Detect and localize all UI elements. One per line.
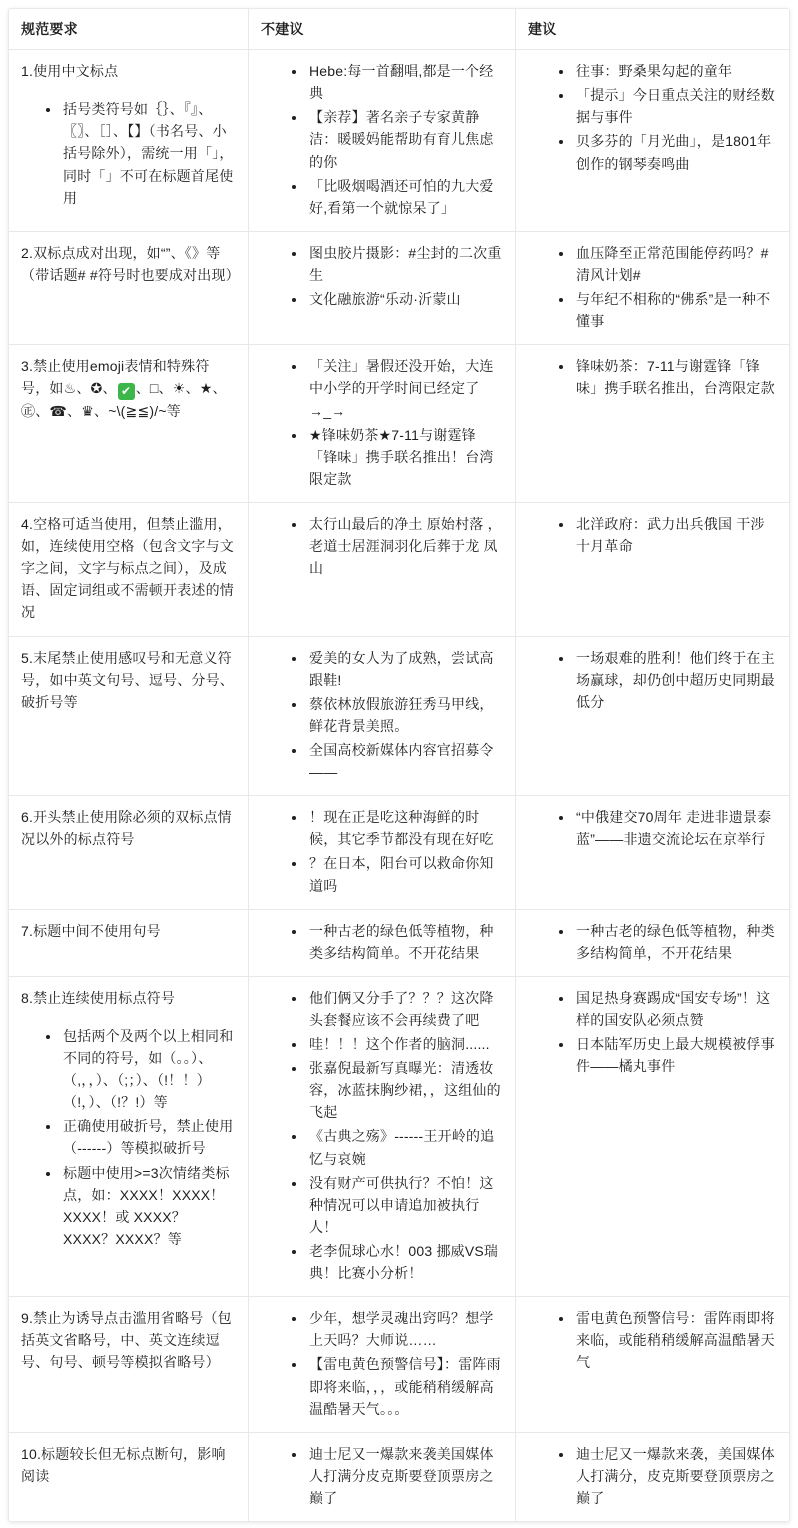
recommended-item: • “中俄建交70周年 走进非遗景泰蓝”——非遗交流论坛在京举行 (574, 806, 777, 850)
recommended-item: • 往事：野桑果勾起的童年 (574, 60, 777, 82)
recommended-item: • 一种古老的绿色低等植物，种类多结构简单，不开花结果 (574, 920, 777, 964)
recommended-item: • 锋味奶茶：7-11与谢霆锋「锋味」携手联名推出，台湾限定款 (574, 355, 777, 399)
not-recommended-cell (248, 977, 515, 1296)
table-row (9, 909, 789, 976)
not-recommended-cell (248, 503, 515, 636)
recommended-cell (515, 910, 789, 976)
requirement-cell (9, 796, 248, 908)
not-recommended-item: • ★锋味奶茶★7-11与谢霆锋「锋味」携手联名推出！台湾限定款 (307, 424, 503, 490)
requirement-text: 8.禁止连续使用标点符号 (21, 989, 176, 1006)
table-row (9, 795, 789, 908)
requirement-text: 1.使用中文标点 (21, 63, 119, 80)
not-recommended-item-list (261, 806, 503, 896)
recommended-item-list (528, 242, 777, 332)
not-recommended-item: • 《古典之殇》------王开岭的追忆与哀婉 (307, 1125, 503, 1169)
requirement-bullet: • 正确使用破折号，禁止使用（------）等模拟破折号 (61, 1115, 236, 1159)
not-recommended-cell (248, 637, 515, 796)
table-row (9, 231, 789, 344)
not-recommended-item: • 迪士尼又一爆款来袭美国媒体人打满分皮克斯要登顶票房之巅了 (307, 1443, 503, 1509)
recommended-cell (515, 50, 789, 231)
table-row (9, 49, 789, 231)
recommended-item-list (528, 355, 777, 399)
recommended-cell (515, 345, 789, 502)
requirement-cell (9, 1433, 248, 1521)
recommended-item-list (528, 513, 777, 557)
recommended-item-list (528, 647, 777, 713)
recommended-item: • 「提示」今日重点关注的财经数据与事件 (574, 84, 777, 128)
requirement-cell (9, 1297, 248, 1432)
not-recommended-item-list (261, 920, 503, 964)
table-row (9, 344, 789, 502)
requirement-text: 10.标题较长但无标点断句，影响阅读 (21, 1445, 226, 1484)
not-recommended-item: • 一种古老的绿色低等植物，种类多结构简单。不开花结果 (307, 920, 503, 964)
not-recommended-item: • ？在日本，阳台可以救命你知道吗 (307, 852, 503, 896)
requirement-cell (9, 503, 248, 636)
table-row (9, 1296, 789, 1432)
not-recommended-item-list (261, 1307, 503, 1420)
not-recommended-item-list (261, 1443, 503, 1509)
recommended-item-list (528, 1307, 777, 1373)
requirement-cell (9, 345, 248, 502)
table-row (9, 1432, 789, 1521)
not-recommended-item: • 【亲荐】著名亲子专家黄静洁：暖暖妈能帮助有育儿焦虑的你 (307, 106, 503, 172)
requirement-cell (9, 977, 248, 1296)
not-recommended-item: • 张嘉倪最新写真曝光：清透妆容，冰蓝抹胸纱裙，，这组仙的飞起 (307, 1057, 503, 1123)
requirement-cell (9, 637, 248, 796)
not-recommended-item: • 「比吸烟喝酒还可怕的九大爱好,看第一个就惊呆了」 (307, 175, 503, 219)
not-recommended-cell (248, 796, 515, 908)
recommended-cell (515, 232, 789, 344)
requirement-text: 2.双标点成对出现，如“”、《》等（带话题# #符号时也要成对出现） (21, 244, 240, 283)
requirement-bullet-list (21, 98, 236, 209)
not-recommended-item-list (261, 513, 503, 579)
table-body (9, 49, 789, 1521)
recommended-cell (515, 796, 789, 908)
requirement-bullet: • 括号类符号如｛｝、『』、〖〗、［］、【】（书名号、小括号除外），需统一用「」，同时「」不可在标题首尾使用 (61, 98, 236, 209)
not-recommended-item: • 哇！！！这个作者的脑洞...... (307, 1033, 503, 1055)
not-recommended-item: • 老李侃球心水！003 挪威VS瑞典！比赛小分析！ (307, 1240, 503, 1284)
table-row (9, 502, 789, 636)
table-header-row (9, 9, 789, 49)
not-recommended-item: • Hebe:每一首翻唱,都是一个经典 (307, 60, 503, 104)
not-recommended-item-list (261, 60, 503, 219)
requirement-text: 3.禁止使用emoji表情和特殊符号，如♨、✪、 ✔ 、□、☀、★、㊣、☎、♛、~\(≧≦)/~等 (21, 358, 227, 419)
recommended-item-list (528, 1443, 777, 1509)
recommended-item: • 雷电黄色预警信号：雷阵雨即将来临，或能稍稍缓解高温酷暑天气 (574, 1307, 777, 1373)
recommended-cell (515, 637, 789, 796)
recommended-item-list (528, 60, 777, 175)
table-row (9, 636, 789, 796)
recommended-item: • 日本陆军历史上最大规模被俘事件——橘丸事件 (574, 1033, 777, 1077)
not-recommended-item: • 爱美的女人为了成熟，尝试高跟鞋! (307, 647, 503, 691)
not-recommended-item: • 太行山最后的净土 原始村落 ，老道士居涯洞羽化后葬于龙 凤山 (307, 513, 503, 579)
recommended-item-list (528, 987, 777, 1077)
table-row (9, 976, 789, 1296)
recommended-item: • 北洋政府：武力出兵俄国 干涉十月革命 (574, 513, 777, 557)
requirement-text: 7.标题中间不使用句号 (21, 922, 161, 939)
not-recommended-item: • 文化融旅游“乐动·沂蒙山 (307, 288, 503, 310)
not-recommended-item-list (261, 242, 503, 310)
not-recommended-item: • 他们俩又分手了？？？这次降头套餐应该不会再续费了吧 (307, 987, 503, 1031)
requirement-text: 5.末尾禁止使用感叹号和无意义符号，如中英文句号、逗号、分号、破折号等 (21, 649, 234, 710)
not-recommended-cell (248, 1433, 515, 1521)
header-recommended: 建议 (515, 9, 789, 49)
recommended-item: • 与年纪不相称的“佛系”是一种不懂事 (574, 288, 777, 332)
recommended-item-list (528, 806, 777, 850)
header-requirement: 规范要求 (21, 21, 78, 37)
not-recommended-item: • 全国高校新媒体内容官招募令—— (307, 739, 503, 783)
recommended-item: • 一场艰难的胜利！他们终于在主场赢球，却仍创中超历史同期最低分 (574, 647, 777, 713)
not-recommended-cell (248, 232, 515, 344)
recommended-item-list (528, 920, 777, 964)
requirement-bullet-list (21, 1025, 236, 1250)
not-recommended-cell (248, 1297, 515, 1432)
recommended-item: • 血压降至正常范围能停药吗？#清风计划# (574, 242, 777, 286)
requirement-text: 4.空格可适当使用，但禁止滥用，如，连续使用空格（包含文字与文字之间，文字与标点之间），及成语、固定词组或不需顿开表述的情况 (21, 515, 234, 621)
requirement-bullet: • 标题中使用>=3次情绪类标点，如：XXXX！XXXX！XXXX！或 XXXX？XXXX？XXXX？等 (61, 1162, 236, 1250)
not-recommended-item: • 少年，想学灵魂出窍吗？想学上天吗？大师说…… (307, 1307, 503, 1351)
requirement-cell (9, 910, 248, 976)
requirement-cell (9, 232, 248, 344)
not-recommended-cell (248, 50, 515, 231)
recommended-cell (515, 1297, 789, 1432)
recommended-cell (515, 1433, 789, 1521)
not-recommended-item: • 没有财产可供执行？不怕！这种情况可以申请追加被执行人！ (307, 1172, 503, 1238)
not-recommended-cell (248, 910, 515, 976)
not-recommended-item-list (261, 355, 503, 490)
recommended-item: • 贝多芬的「月光曲」，是1801年创作的钢琴奏鸣曲 (574, 130, 777, 174)
green-check-emoji: ✔ (118, 383, 135, 400)
not-recommended-item: • ！现在正是吃这种海鲜的时候，其它季节都没有现在好吃 (307, 806, 503, 850)
not-recommended-cell (248, 345, 515, 502)
not-recommended-item: • 蔡依林放假旅游狂秀马甲线，鲜花背景美照。 (307, 693, 503, 737)
recommended-item: • 迪士尼又一爆款来袭，美国媒体人打满分，皮克斯要登顶票房之巅了 (574, 1443, 777, 1509)
recommended-cell (515, 503, 789, 636)
requirement-cell (9, 50, 248, 231)
not-recommended-item-list (261, 647, 503, 784)
recommended-item: • 国足热身赛踢成“国安专场”！这样的国安队必须点赞 (574, 987, 777, 1031)
not-recommended-item-list (261, 987, 503, 1284)
not-recommended-item: • 【雷电黄色预警信号】：雷阵雨即将来临，，，或能稍稍缓解高温酷暑天气。。。 (307, 1353, 503, 1419)
punctuation-guideline-table (8, 8, 790, 1522)
not-recommended-item: • 「关注」暑假还没开始，大连中小学的开学时间已经定了→_→ (307, 355, 503, 421)
requirement-text: 9.禁止为诱导点击滥用省略号（包括英文省略号，中、英文连续逗号、句号、顿号等模拟省略号） (21, 1310, 232, 1371)
requirement-bullet: • 包括两个及两个以上相同和不同的符号，如（。。）、（,，，）、（;；）、（!！！）（!，）、（!？!）等 (61, 1025, 236, 1113)
header-not-recommended: 不建议 (248, 9, 515, 49)
requirement-text: 6.开头禁止使用除必须的双标点情况以外的标点符号 (21, 809, 232, 848)
not-recommended-item: • 图虫胶片摄影：#尘封的二次重生 (307, 242, 503, 286)
recommended-cell (515, 977, 789, 1296)
